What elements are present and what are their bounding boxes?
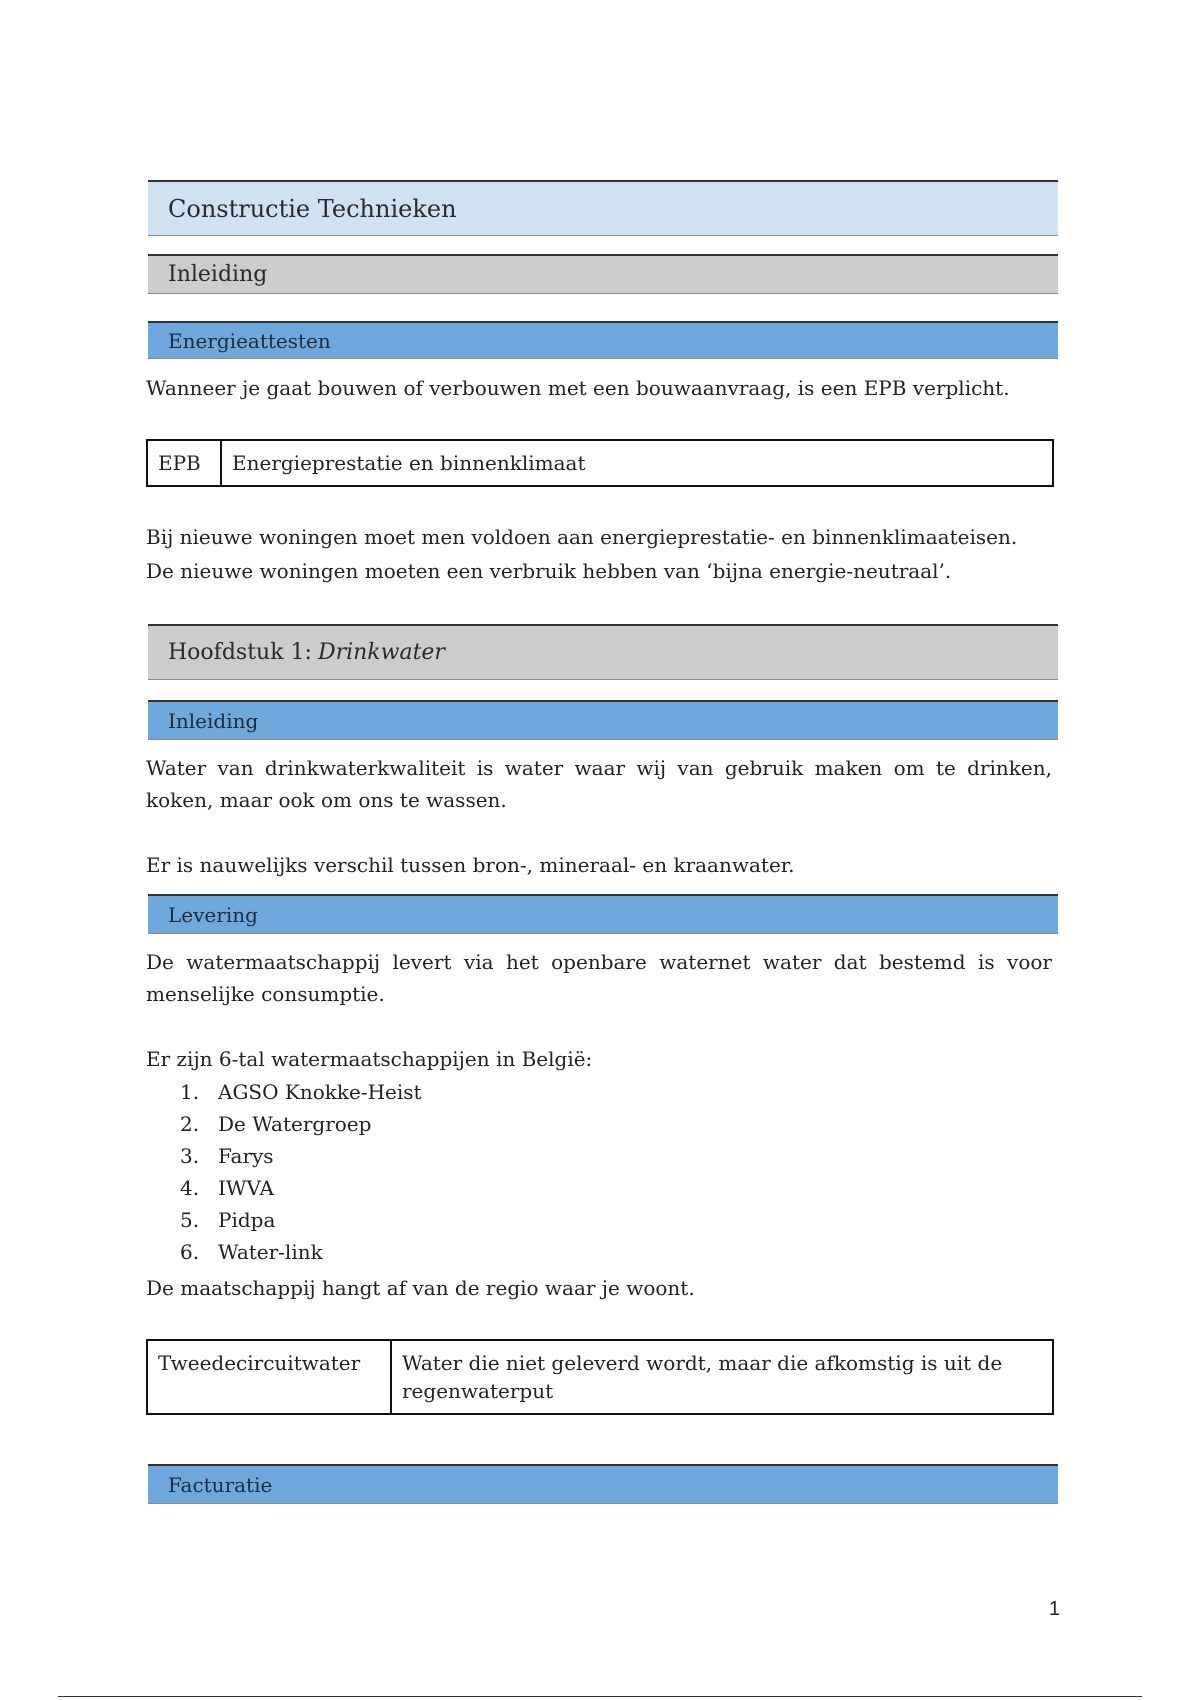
company-name: IWVA — [218, 1176, 274, 1200]
chapter-title: Drinkwater — [317, 640, 445, 665]
definition-term: Tweedecircuitwater — [147, 1340, 391, 1414]
definition-term: EPB — [147, 440, 221, 486]
definition-description: Energieprestatie en binnenklimaat — [221, 440, 1053, 486]
chapter-intro-paragraph: Water van drinkwaterkwaliteit is water waar wij van gebruik maken om te drinken, koken, maar ook om ons te wassen. — [146, 756, 1052, 812]
energy-paragraph-2-line-1: Bij nieuwe woningen moet men voldoen aan energieprestatie- en binnenklimaateisen. — [146, 525, 1018, 549]
definition-description: Water die niet geleverd wordt, maar die afkomstig is uit de regenwaterput — [391, 1340, 1053, 1414]
chapter-intro-heading: Inleiding — [168, 708, 259, 733]
footer-divider — [58, 1696, 1142, 1697]
list-item — [146, 1076, 746, 1108]
chapter-heading-bar — [148, 624, 1058, 680]
energy-heading-bar — [148, 321, 1058, 359]
list-item — [146, 1172, 746, 1204]
document-title-bar — [148, 180, 1058, 236]
companies-list — [146, 1076, 746, 1268]
chapter-intro-paragraph-2: Er is nauwelijks verschil tussen bron-, mineraal- en kraanwater. — [146, 853, 795, 877]
epb-definition-table — [146, 439, 1054, 487]
intro-heading: Inleiding — [168, 262, 268, 287]
list-number: 1. — [180, 1080, 200, 1104]
chapter-prefix: Hoofdstuk 1: — [168, 640, 312, 665]
document-title: Constructie Technieken — [168, 194, 457, 223]
levering-heading-bar — [148, 894, 1058, 934]
list-number: 5. — [180, 1208, 200, 1232]
energy-paragraph: Wanneer je gaat bouwen of verbouwen met een bouwaanvraag, is een EPB verplicht. — [146, 376, 1010, 400]
companies-intro: Er zijn 6-tal watermaatschappijen in België: — [146, 1047, 593, 1071]
list-number: 3. — [180, 1144, 200, 1168]
company-name: Farys — [218, 1144, 274, 1168]
energy-heading: Energieattesten — [168, 328, 331, 353]
list-number: 2. — [180, 1112, 200, 1136]
facturatie-heading-bar — [148, 1464, 1058, 1504]
company-name: AGSO Knokke-Heist — [218, 1080, 422, 1104]
intro-heading-bar — [148, 254, 1058, 294]
facturatie-heading: Facturatie — [168, 1472, 273, 1497]
list-number: 6. — [180, 1240, 200, 1264]
table-row — [147, 440, 1053, 486]
levering-heading: Levering — [168, 902, 258, 927]
companies-outro: De maatschappij hangt af van de regio waar je woont. — [146, 1276, 695, 1300]
list-item — [146, 1108, 746, 1140]
chapter-intro-heading-bar — [148, 700, 1058, 740]
list-item — [146, 1236, 746, 1268]
tweedecircuitwater-definition-table — [146, 1339, 1054, 1415]
list-number: 4. — [180, 1176, 200, 1200]
list-item — [146, 1204, 746, 1236]
levering-paragraph: De watermaatschappij levert via het openbare waternet water dat bestemd is voor menselijke consumptie. — [146, 950, 1052, 1006]
energy-paragraph-2-line-2: De nieuwe woningen moeten een verbruik hebben van ‘bijna energie-neutraal’. — [146, 559, 952, 583]
page-number: 1 — [1048, 1598, 1060, 1620]
company-name: Pidpa — [218, 1208, 276, 1232]
table-row — [147, 1340, 1053, 1414]
company-name: Water-link — [218, 1240, 323, 1264]
list-item — [146, 1140, 746, 1172]
company-name: De Watergroep — [218, 1112, 372, 1136]
